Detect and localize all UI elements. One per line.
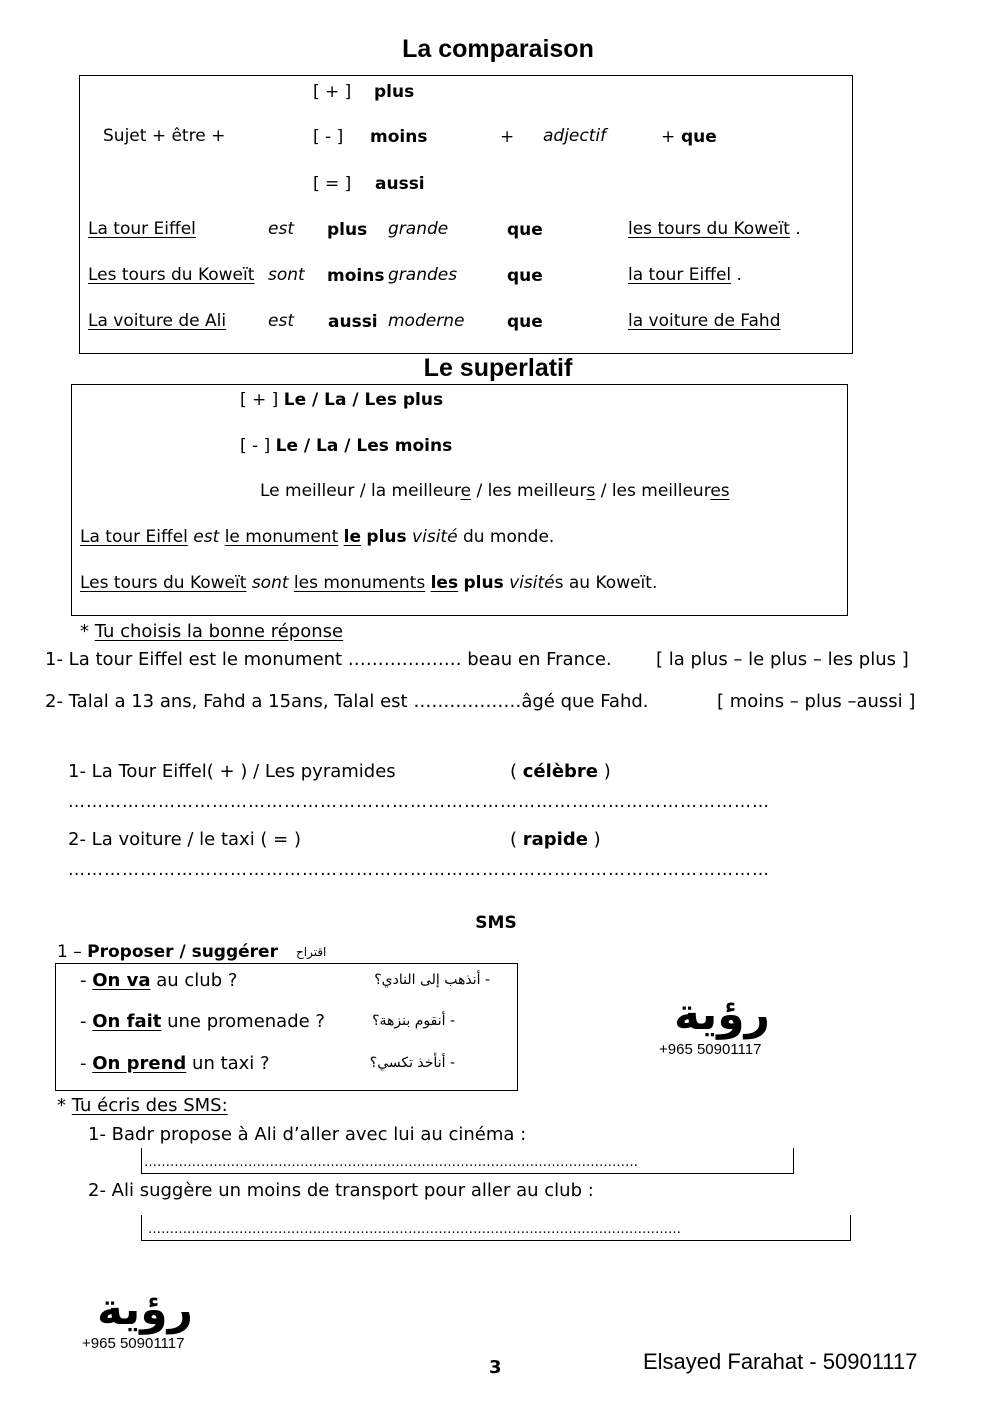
logo-bottom [78,1280,213,1355]
sms-section-ar: اقتراح [296,945,327,959]
compare-1: 1- La Tour Eiffel( + ) / Les pyramides [68,761,396,782]
ex3-degree: aussi [328,312,378,332]
ex1-object: les tours du Koweït [628,219,790,239]
sup-minus-articles: Le / La / Les moins [275,436,453,456]
ex2-degree: moins [327,266,385,286]
ex3-que: que [507,312,543,332]
ex2-adj: grandes [388,265,458,285]
logo-top [655,985,790,1060]
ex2-que: que [507,266,543,286]
minus-sign: [ - ] [313,127,344,147]
ex2-end: . [736,265,742,285]
compare-2-adj: ( rapide ) [510,829,601,850]
logo-bottom-phone: +965 50901117 [82,1335,185,1352]
answer-line-1[interactable]: ……………………………………………………………………………………………………… [68,792,770,812]
svg-text:رؤية: رؤية [674,989,770,1040]
sms-item-3-ar: - أنأخذ تكسي؟ [369,1055,455,1071]
sup-plus-sign: [ + ] [240,390,279,410]
question-1-options: [ la plus – le plus – les plus ] [656,649,909,670]
ex1-subject: La tour Eiffel [88,219,196,239]
question-2-options: [ moins – plus –aussi ] [717,691,916,712]
sms-item-1-ar: - أنذهب إلى النادي؟ [374,972,490,988]
meilleur-line: Le meilleur / la meilleure / les meilleurs / les meilleures [260,481,730,501]
moins-word: moins [370,127,428,147]
que-plus-op: + [661,127,676,147]
aussi-word: aussi [375,174,425,194]
answer-line-2[interactable]: ……………………………………………………………………………………………………… [68,860,770,880]
ex2-object: la tour Eiffel [628,265,732,285]
comparaison-title: La comparaison [402,35,594,63]
formula-subject: Sujet + être + [103,126,226,146]
write-2: 2- Ali suggère un moins de transport pour aller au club : [88,1180,594,1201]
plus-word: plus [374,82,415,102]
superlatif-title: Le superlatif [423,354,573,382]
ex1-end: . [795,219,801,239]
sms-title: SMS [475,913,517,933]
sms-section: 1 – Proposer / suggérer [57,942,278,962]
svg-text:رؤية: رؤية [97,1284,193,1335]
write-1: 1- Badr propose à Ali d’aller avec lui au cinéma : [88,1124,527,1145]
sms-item-2: - On fait une promenade ? [80,1011,325,1032]
ex1-que: que [507,220,543,240]
sup-plus-articles: Le / La / Les plus [283,390,444,410]
que-word: que [681,127,717,147]
plus-sign: [ + ] [313,82,352,102]
sup-example-1: La tour Eiffel est le monument le plus visité du monde. [80,527,555,547]
ex3-subject: La voiture de Ali [88,311,227,331]
write-heading: * Tu écris des SMS: [57,1095,228,1116]
compare-2: 2- La voiture / le taxi ( = ) [68,829,301,850]
logo-icon [78,1280,213,1335]
exercise-heading: * Tu choisis la bonne réponse [80,621,344,642]
ex3-adj: moderne [388,311,465,331]
ex1-adj: grande [388,219,449,239]
ex2-subject: Les tours du Koweït [88,265,255,285]
write-1-field[interactable]: …………………………………………………………………………………………………… [141,1148,794,1174]
sms-item-3: - On prend un taxi ? [80,1053,270,1074]
question-2: 2- Talal a 13 ans, Fahd a 15ans, Talal est ………………âgé que Fahd. [45,691,649,712]
question-1: 1- La tour Eiffel est le monument ………………. beau en France. [45,649,612,670]
footer-author: Elsayed Farahat - 50901117 [643,1349,918,1374]
sup-example-2: Les tours du Koweït sont les monuments les plus visités au Koweït. [80,573,658,593]
logo-icon [655,985,790,1040]
ex3-object: la voiture de Fahd [628,311,781,331]
sms-item-2-ar: - أنقوم بنزهة؟ [372,1013,455,1029]
ex2-verb: sont [268,265,305,285]
logo-top-phone: +965 50901117 [659,1041,762,1058]
page-number: 3 [489,1357,502,1378]
equal-sign: [ = ] [313,174,352,194]
ex1-degree: plus [327,220,368,240]
adjectif-word: adjectif [543,126,607,146]
write-2-field[interactable]: …………………………………………………………………………………………………………… [141,1215,851,1241]
compare-1-adj: ( célèbre ) [510,761,611,782]
sup-minus-sign: [ - ] [240,436,271,456]
sms-item-1: - On va au club ? [80,970,238,991]
plus-op: + [500,127,515,147]
ex3-verb: est [268,311,294,331]
ex1-verb: est [268,219,294,239]
